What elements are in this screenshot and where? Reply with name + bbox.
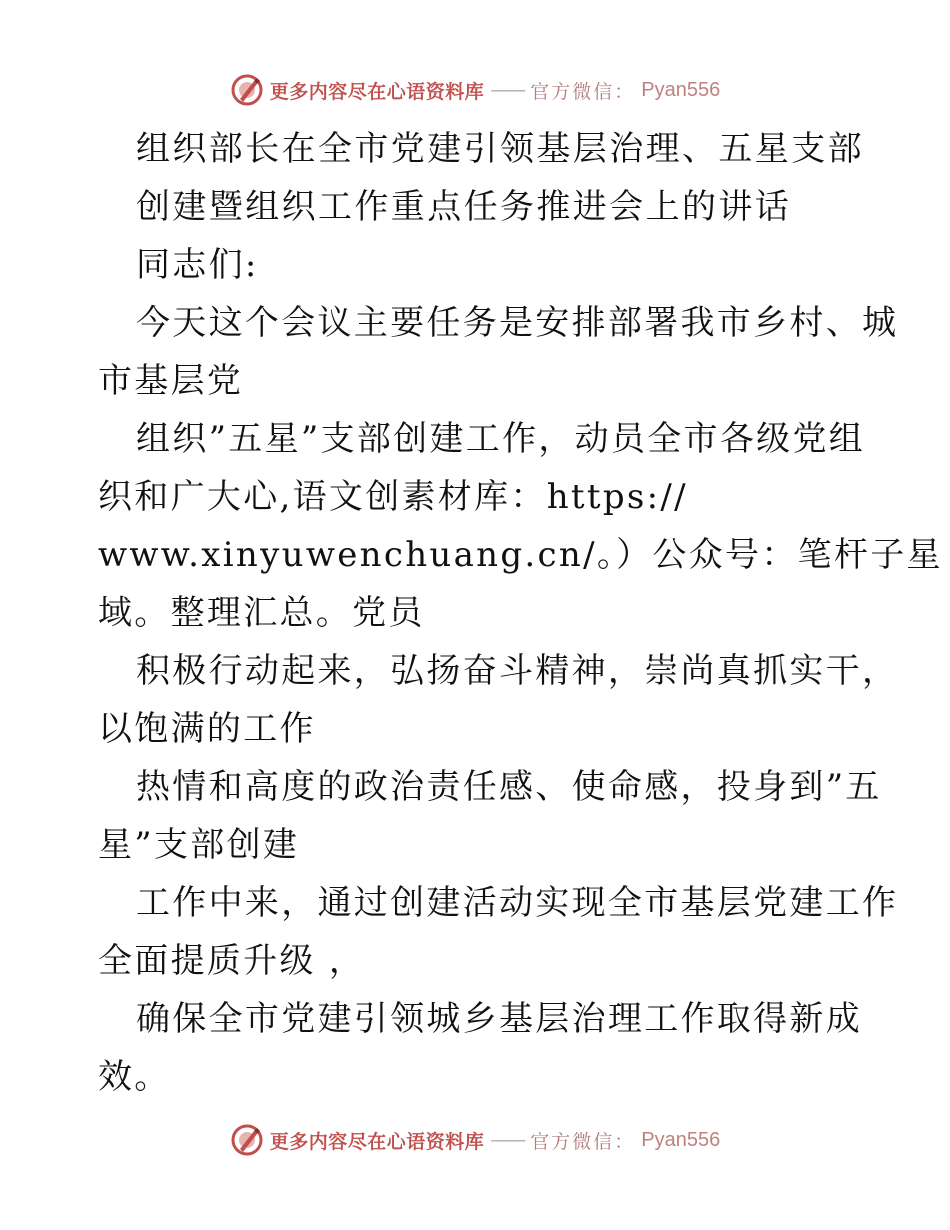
paragraph-line: 域。整理汇总。党员 (98, 593, 425, 633)
banner-wechat-id: Pyan556 (641, 1128, 721, 1151)
paragraph-line: 市基层党 (98, 361, 244, 401)
document-body (98, 120, 943, 1106)
banner-dash: —— (490, 79, 525, 101)
banner-dash: —— (490, 1129, 525, 1151)
paragraph-line: www.xinyuwenchuang.cn/。）公众号：笔杆子星 (98, 535, 943, 575)
document-title-line-2: 创建暨组织工作重点任务推进会上的讲话 (136, 187, 792, 227)
banner-promo-text: 更多内容尽在心语资料库 (269, 1130, 485, 1153)
paragraph-line: 组织”五星”支部创建工作，动员全市各级党组 (136, 419, 866, 459)
document-title-line-1: 组织部长在全市党建引领基层治理、五星支部 (136, 129, 864, 169)
paragraph-line: 工作中来，通过创建活动实现全市基层党建工作 (136, 883, 899, 923)
pen-logo-icon (230, 1123, 264, 1157)
paragraph-line: 今天这个会议主要任务是安排部署我市乡村、城 (136, 303, 899, 343)
paragraph-line: 效。 (98, 1057, 171, 1097)
greeting: 同志们: (136, 245, 259, 285)
banner-promo-text: 更多内容尽在心语资料库 (269, 80, 485, 103)
header-banner (0, 70, 950, 110)
paragraph-line: 积极行动起来，弘扬奋斗精神，崇尚真抓实干， (136, 651, 899, 691)
banner-wechat-id: Pyan556 (641, 78, 721, 101)
banner-wechat-label: 官方微信： (530, 80, 636, 103)
paragraph-line: 热情和高度的政治责任感、使命感，投身到”五 (136, 767, 882, 807)
pen-logo-icon (230, 73, 264, 107)
paragraph-line: 星”支部创建 (98, 825, 300, 865)
banner-wechat-label: 官方微信： (530, 1130, 636, 1153)
paragraph-line: 以饱满的工作 (98, 709, 316, 749)
paragraph-line: 确保全市党建引领城乡基层治理工作取得新成 (136, 999, 862, 1039)
footer-banner (0, 1120, 950, 1160)
paragraph-line: 全面提质升级 ， (98, 941, 366, 981)
paragraph-line: 织和广大心,语文创素材库：https:// (98, 477, 688, 517)
